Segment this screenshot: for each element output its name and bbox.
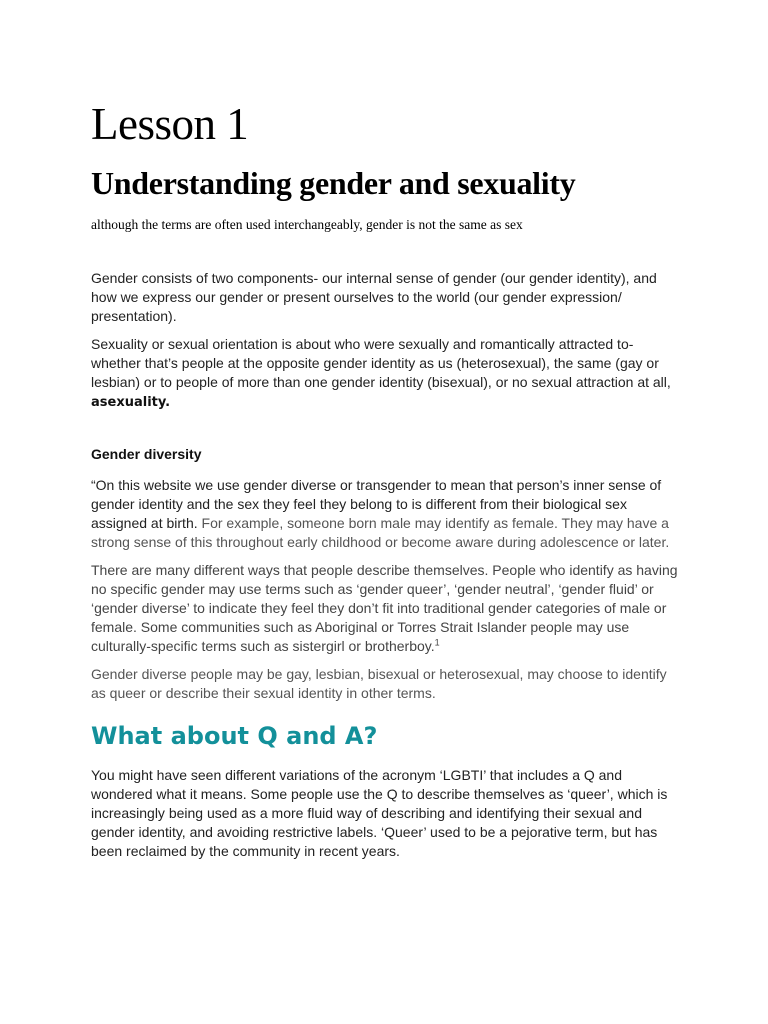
- quote-paragraph: [91, 476, 681, 552]
- sexuality-paragraph: [91, 335, 681, 412]
- document-page: [91, 98, 681, 861]
- sexuality-paragraph-text: Sexuality or sexual orientation is about who were sexually and romantically attracted to- whether that’s people at the opposite gender identity as us (heterosexual), the same (gay or lesbian) or to people of more than one gender identity (bisexual), or no sexual attraction at all,: [91, 336, 671, 390]
- page-title: Lesson 1: [91, 99, 249, 149]
- intro-text: although the terms are often used interchangeably, gender is not the same as sex: [91, 217, 523, 232]
- quote-paragraph-part2: For example, someone born male may identify as female. They may have a strong sense of this throughout early childhood or become aware during adolescence or later.: [91, 515, 670, 550]
- diverse-paragraph: Gender diverse people may be gay, lesbian, bisexual or heterosexual, may choose to identify as queer or describe their sexual identity in other terms.: [91, 666, 667, 701]
- qa-paragraph: You might have seen different variations of the acronym ‘LGBTI’ that includes a Q and wondered what it means. Some people use the Q to describe themselves as ‘queer’, which is increasingly being used as a more fluid way of describing and identifying their sexual and gender identity, and avoiding restrictive labels. ‘Queer’ used to be a pejorative term, but has been reclaimed by the community in recent years.: [91, 767, 668, 859]
- gender-paragraph: Gender consists of two components- our internal sense of gender (our gender identity), and how we express our gender or present ourselves to the world (our gender expression/ presentation).: [91, 270, 657, 324]
- ways-paragraph: [91, 561, 681, 656]
- asexuality-term: asexuality.: [91, 395, 171, 410]
- quote-paragraph-part1: “On this website we use gender diverse or transgender to mean that person’s inner sense of gender identity and the sex they feel they belong to is different from their biological sex assigned at birth.: [91, 477, 662, 531]
- gender-diversity-heading: Gender diversity: [91, 446, 202, 462]
- footnote-marker: 1: [434, 637, 440, 648]
- ways-paragraph-text: There are many different ways that people describe themselves. People who identify as having no specific gender may use terms such as ‘gender queer’, ‘gender neutral’, ‘gender fluid’ or ‘gender diverse’ to indicate they feel they don’t fit into traditional gender categories of male or female. Some communities such as Aboriginal or Torres Strait Islander people may use culturally-specific terms such as sistergirl or brotherboy.: [91, 562, 678, 654]
- qa-heading: What about Q and A?: [91, 722, 378, 750]
- page-subtitle: Understanding gender and sexuality: [91, 165, 576, 201]
